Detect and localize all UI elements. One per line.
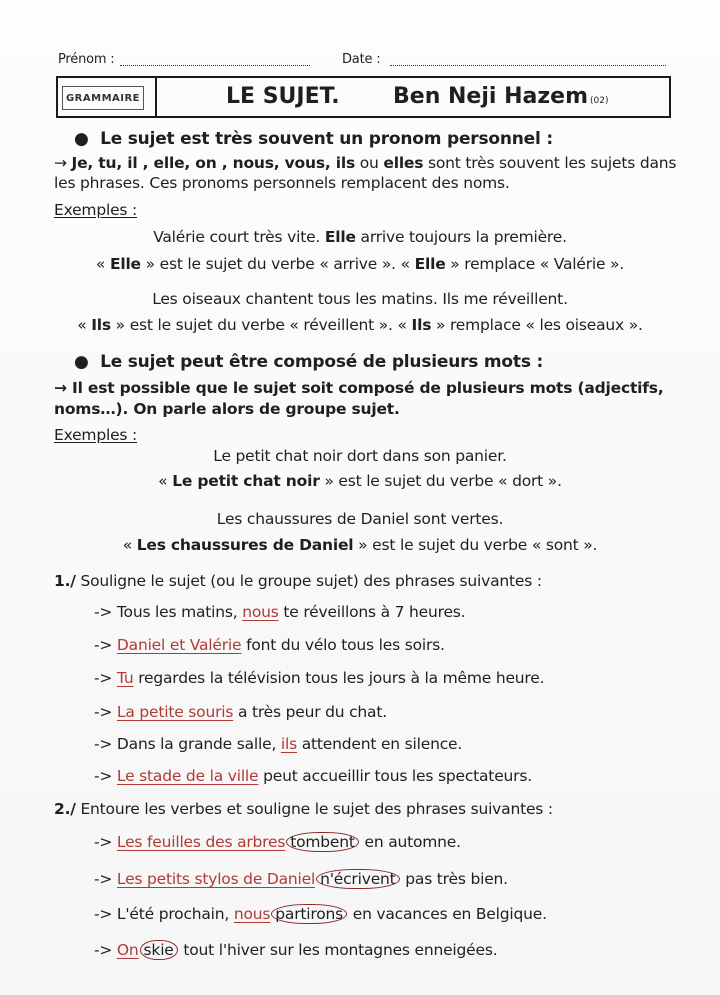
arrow-right-icon: → [54, 154, 67, 172]
grammaire-tag: GRAMMAIRE [62, 86, 144, 110]
exercise1-instruction: 1./ Souligne le sujet (ou le groupe sujet) des phrases suivantes : [54, 572, 542, 590]
exercise1-item [94, 703, 387, 721]
example-sentence: Les chaussures de Daniel sont vertes. [216, 510, 504, 528]
sentence-text: attendent en silence. [297, 735, 463, 753]
section1-title: Le sujet est très souvent un pronom personnel : [100, 129, 553, 149]
sentence-text: font du vélo tous les soirs. [241, 636, 445, 654]
author-name: Ben Neji Hazem [393, 84, 588, 109]
underlined-subject: nous [233, 905, 271, 923]
arrow-text: -> [94, 941, 113, 959]
section2-line1: → Il est possible que le sujet soit composé de plusieurs mots (adjectifs, [54, 379, 664, 397]
sentence-text: peut accueillir tous les spectateurs. [258, 767, 532, 785]
example-explanation: « Le petit chat noir » est le sujet du verbe « dort ». [158, 472, 562, 490]
arrow-right-icon: → [54, 379, 67, 397]
sentence-text: tout l'hiver sur les montagnes enneigées. [178, 941, 498, 959]
section1-line1: → Je, tu, il , elle, on , nous, vous, ils ou elles sont très souvent les sujets dans [54, 154, 677, 172]
exercise1-item [94, 636, 445, 654]
circled-verb: partirons [271, 904, 347, 924]
page-title [226, 84, 608, 109]
section2-title: Le sujet peut être composé de plusieurs mots : [100, 352, 544, 372]
bullet-icon: ● [74, 352, 89, 372]
arrow-text: -> [94, 603, 113, 621]
sentence-text: L'été prochain, [112, 905, 234, 923]
section1-line2: les phrases. Ces pronoms personnels remplacent des noms. [54, 174, 510, 192]
underlined-subject: Le stade de la ville [116, 767, 259, 785]
circled-verb: n'écrivent [316, 869, 399, 889]
underlined-subject: ils [280, 735, 298, 753]
sentence-text: en automne. [359, 833, 461, 851]
exercise2-item [94, 869, 508, 889]
arrow-text: -> [94, 870, 113, 888]
exercise2-item [94, 940, 497, 960]
header-divider [155, 76, 157, 118]
circled-verb: tombent [286, 832, 359, 852]
underlined-subject: Les feuilles des arbres [116, 833, 286, 851]
underlined-subject: Tu [116, 669, 134, 687]
arrow-text: -> [94, 669, 113, 687]
circled-verb: skie [140, 940, 178, 960]
sentence-text: pas très bien. [400, 870, 508, 888]
exercise1-item [94, 669, 544, 687]
arrow-text: -> [94, 636, 113, 654]
examples-label-1: Exemples : [54, 201, 138, 219]
bullet-icon: ● [74, 129, 89, 149]
sentence-text: regardes la télévision tous les jours à la même heure. [133, 669, 545, 687]
prenom-label: Prénom : [58, 52, 115, 67]
arrow-text: -> [94, 905, 113, 923]
example-sentence: Les oiseaux chantent tous les matins. Ils me réveillent. [152, 290, 568, 308]
date-field[interactable] [390, 65, 666, 66]
page-code: (02) [590, 96, 609, 106]
prenom-field[interactable] [120, 65, 310, 66]
exercise1-item [94, 735, 462, 753]
examples-label-2: Exemples : [54, 426, 138, 444]
underlined-subject: Les petits stylos de Daniel [116, 870, 316, 888]
pronoun-list: Je, tu, il , elle, on , nous, vous, ils [71, 154, 356, 172]
example-explanation: « Elle » est le sujet du verbe « arrive ». « Elle » remplace « Valérie ». [95, 255, 625, 273]
sentence-text: en vacances en Belgique. [348, 905, 547, 923]
sentence-text: Dans la grande salle, [112, 735, 281, 753]
arrow-text: -> [94, 735, 113, 753]
exercise2-instruction: 2./ Entoure les verbes et souligne le sujet des phrases suivantes : [54, 800, 553, 818]
exercise1-item [94, 767, 532, 785]
underlined-subject: La petite souris [116, 703, 234, 721]
example-sentence: Valérie court très vite. Elle arrive toujours la première. [153, 228, 567, 246]
underlined-subject: nous [242, 603, 279, 621]
date-label: Date : [342, 52, 381, 67]
arrow-text: -> [94, 833, 113, 851]
section2-line2: noms…). On parle alors de groupe sujet. [54, 400, 400, 418]
sentence-text: te réveillons à 7 heures. [278, 603, 466, 621]
example-explanation: « Ils » est le sujet du verbe « réveillent ». « Ils » remplace « les oiseaux ». [77, 316, 643, 334]
exercise2-item [94, 904, 547, 924]
example-sentence: Le petit chat noir dort dans son panier. [213, 447, 507, 465]
exercise2-item [94, 832, 461, 852]
arrow-text: -> [94, 767, 113, 785]
sentence-text: a très peur du chat. [233, 703, 387, 721]
sentence-text: Tous les matins, [112, 603, 243, 621]
exercise1-item [94, 603, 465, 621]
title-text: LE SUJET. [226, 84, 340, 109]
underlined-subject: On [116, 941, 139, 959]
section1-heading [74, 129, 553, 149]
underlined-subject: Daniel et Valérie [116, 636, 242, 654]
example-explanation: « Les chaussures de Daniel » est le sujet du verbe « sont ». [122, 536, 598, 554]
section2-heading [74, 352, 543, 372]
arrow-text: -> [94, 703, 113, 721]
